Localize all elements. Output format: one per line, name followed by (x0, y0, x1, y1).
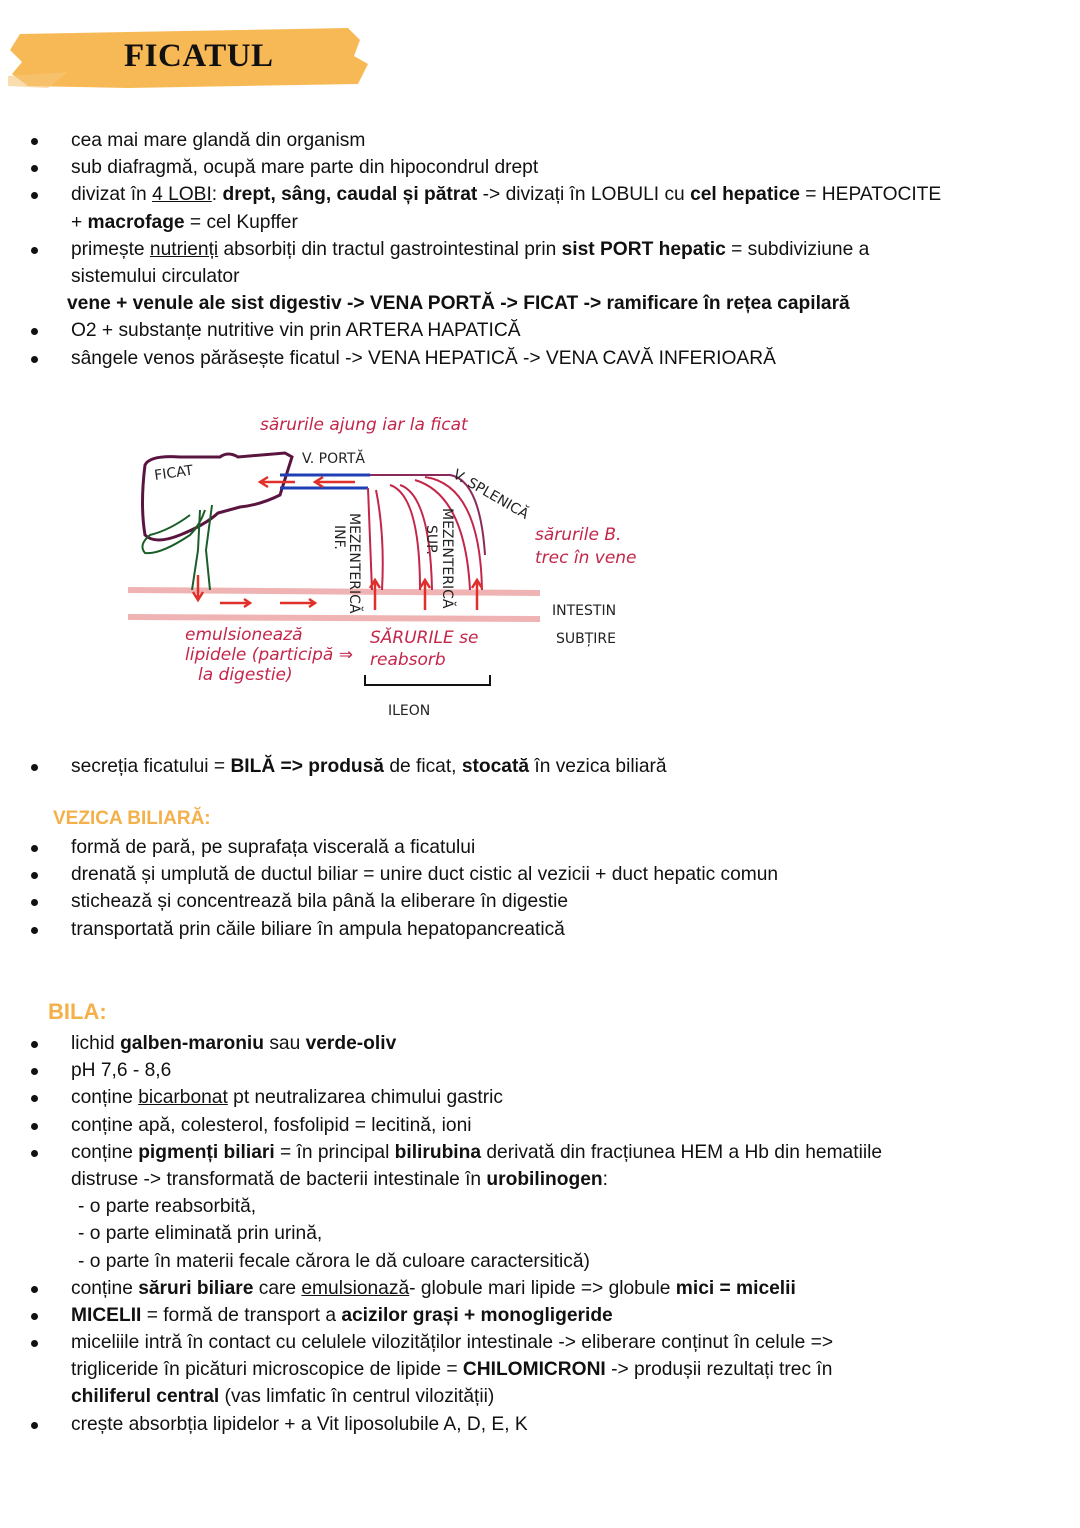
text: conține (71, 1277, 139, 1299)
bold-text: macrofage (87, 211, 185, 233)
text: absorbiți din tractul gastrointestinal prin (218, 238, 562, 260)
bullet-icon (31, 1068, 38, 1075)
top-note: sărurile ajung iar la ficat (260, 415, 468, 435)
ileon-label: ILEON (388, 703, 431, 719)
list-item (0, 1356, 1060, 1383)
list-item (0, 209, 1060, 236)
text: conține (71, 1141, 139, 1163)
list-item (0, 345, 1060, 372)
mesenteric-sup-label: MEZENTERICĂ (439, 508, 455, 609)
text: = formă de transport a (141, 1304, 342, 1326)
bullet-icon (31, 764, 38, 771)
list-item (0, 1166, 1060, 1193)
list-item (0, 1139, 1060, 1166)
underlined-text: 4 LOBI (152, 184, 212, 206)
bold-text: chiliferul central (71, 1386, 220, 1408)
bold-text: verde-oliv (305, 1033, 397, 1054)
text: sistemului circulator (71, 265, 240, 287)
bold-text: pigmenți biliari (138, 1141, 275, 1163)
bullet-icon (31, 1150, 38, 1157)
underlined-text: bicarbonat (138, 1087, 228, 1109)
bullet-icon (31, 1340, 38, 1347)
mesenteric-inf-label: MEZENTERICĂ (346, 513, 362, 614)
text: pH 7,6 - 8,6 (71, 1060, 172, 1082)
bold-text: BILĂ => produsă (230, 756, 384, 777)
bold-text: drept, sâng, caudal și pătrat (222, 184, 478, 206)
bile-list (0, 1030, 1060, 1438)
bold-text: cel hepatice (690, 184, 800, 206)
text: trigliceride în picături microscopice de lipide = (71, 1359, 463, 1381)
text: : (211, 184, 223, 206)
text: (vas limfatic în centrul vilozității) (219, 1386, 495, 1408)
secretion-list (0, 753, 1060, 780)
bullet-icon (31, 138, 38, 145)
mesenteric-sup-label-2: SUP. (423, 525, 439, 555)
list-item (0, 888, 1060, 915)
list-item (0, 317, 1060, 344)
bold-text: sist PORT hepatic (561, 238, 726, 260)
bold-text: vene + venule ale sist digestiv -> VENA PORTĂ -> FICAT -> ramificare în rețea capilară (67, 293, 850, 315)
list-item (0, 1057, 1060, 1084)
text: sângele venos părăsește ficatul -> VENA HEPATICĂ -> VENA CAVĂ INFERIOARĂ (71, 347, 776, 369)
text: - o parte reabsorbită, (78, 1196, 257, 1218)
bold-text: mici = micelii (675, 1277, 796, 1299)
underlined-text: nutrienți (149, 238, 219, 260)
bullet-icon (31, 192, 38, 199)
text: -> divizați în LOBULI cu (477, 184, 691, 206)
bullet-icon (31, 1313, 38, 1320)
list-item (0, 1220, 1060, 1247)
bullet-icon (31, 845, 38, 852)
text: + (71, 211, 88, 233)
text: - o parte eliminată prin urină, (78, 1223, 323, 1245)
list-item (0, 1030, 1060, 1057)
text: cea mai mare glandă din organism (71, 130, 366, 151)
bold-text: stocată (461, 756, 530, 777)
salts-veins-note-1: sărurile B. (535, 525, 622, 545)
list-item (0, 916, 1060, 943)
bullet-icon (31, 927, 38, 934)
list-item (0, 127, 1060, 154)
list-item (0, 834, 1060, 861)
list-item (0, 1193, 1060, 1220)
underlined-text: emulsionază (301, 1277, 410, 1299)
list-item (0, 290, 1060, 317)
text: de ficat, (383, 756, 462, 777)
mesenteric-inf-label-2: INF. (331, 525, 347, 550)
list-item (0, 1411, 1060, 1438)
text: miceliile intră în contact cu celulele vilozităților intestinale -> eliberare conținut în celule => (71, 1332, 834, 1354)
text: O2 + substanțe nutritive vin prin ARTERA HAPATICĂ (71, 320, 521, 342)
text: drenată și umplută de ductul biliar = unire duct cistic al vezicii + duct hepatic comun (71, 864, 779, 886)
text: distruse -> transformată de bacterii intestinale în (71, 1168, 487, 1190)
ileon-bracket (365, 675, 490, 685)
bullet-icon (31, 1095, 38, 1102)
text: lichid (71, 1033, 121, 1054)
bullet-icon (31, 247, 38, 254)
text: sub diafragmă, ocupă mare parte din hipocondrul drept (71, 157, 539, 179)
list-item (0, 861, 1060, 888)
text: : (602, 1168, 608, 1190)
text: - globule mari lipide => globule (409, 1277, 676, 1299)
bold-text: CHILOMICRONI (462, 1359, 606, 1381)
text: divizat în (71, 184, 153, 206)
emulsify-note-3: la digestie) (198, 665, 293, 685)
text: = subdiviziune a (725, 238, 870, 260)
gallbladder-heading: VEZICA BILIARĂ: (53, 808, 211, 829)
list-item (0, 1383, 1060, 1410)
portal-vein-label: V. PORTĂ (302, 451, 365, 467)
list-item (0, 1248, 1060, 1275)
text: transportată prin căile biliare în ampula hepatopancreatică (71, 918, 565, 940)
bullet-icon (31, 165, 38, 172)
bullet-icon (31, 1041, 38, 1048)
reabsorb-note-1: SĂRURILE se (370, 628, 479, 648)
bullet-icon (31, 872, 38, 879)
intestine-wall-bottom (128, 617, 540, 619)
list-item (0, 1112, 1060, 1139)
text: crește absorbția lipidelor + a Vit liposolubile A, D, E, K (71, 1413, 528, 1435)
bullet-icon (31, 1422, 38, 1429)
salts-veins-note-2: trec în vene (535, 548, 637, 568)
text: primește (71, 238, 150, 260)
reabsorb-note-2: reabsorb (370, 650, 446, 670)
text: -> produșii rezultați trec în (605, 1359, 833, 1381)
text: formă de pară, pe suprafața viscerală a ficatului (71, 837, 476, 858)
list-item (0, 1084, 1060, 1111)
text: pt neutralizarea chimului gastric (227, 1087, 503, 1109)
text: derivată din fracțiunea HEM a Hb din hematiile (481, 1141, 883, 1163)
bold-text: acizilor grași + monogligeride (341, 1304, 613, 1326)
bullet-icon (31, 1123, 38, 1130)
splenic-vein-label: V. SPLENICĂ (450, 466, 532, 523)
text: = în principal (274, 1141, 395, 1163)
list-item (0, 1275, 1060, 1302)
text: în vezica biliară (529, 756, 667, 777)
bold-text: săruri biliare (138, 1277, 254, 1299)
bold-text: MICELII (71, 1304, 142, 1326)
bile-heading: BILA: (48, 999, 107, 1024)
page-title: FICATUL (124, 38, 274, 74)
text: = HEPATOCITE (799, 184, 942, 206)
intestine-label-2: SUBȚIRE (556, 631, 616, 647)
list-item (0, 263, 1060, 290)
text: care (253, 1277, 302, 1299)
portal-system-diagram (120, 385, 650, 730)
bullet-icon (31, 899, 38, 906)
list-item (0, 1329, 1060, 1356)
text: stichează și concentrează bila până la eliberare în digestie (71, 891, 569, 913)
list-item (0, 181, 1060, 208)
text: sau (263, 1033, 306, 1054)
bold-text: urobilinogen (486, 1168, 603, 1190)
bullet-icon (31, 328, 38, 335)
bullet-icon (31, 356, 38, 363)
list-item (0, 1302, 1060, 1329)
bold-text: bilirubina (394, 1141, 482, 1163)
text: secreția ficatului = (71, 756, 231, 777)
text: conține apă, colesterol, fosfolipid = lecitină, ioni (71, 1114, 472, 1136)
intro-list (0, 127, 1060, 372)
list-item (0, 236, 1060, 263)
gallbladder-list (0, 834, 1060, 943)
emulsify-note-2: lipidele (participă ⇒ (185, 645, 353, 665)
bullet-icon (31, 1286, 38, 1293)
list-item (0, 753, 1060, 780)
text: - o parte în materii fecale cărora le dă culoare caractersitică) (78, 1250, 590, 1272)
text: conține (71, 1087, 139, 1109)
text: = cel Kupffer (184, 211, 298, 233)
intestine-label-1: INTESTIN (552, 603, 617, 619)
liver-label: FICAT (153, 462, 195, 484)
list-item (0, 154, 1060, 181)
emulsify-note-1: emulsionează (185, 625, 303, 645)
gallbladder-shape (142, 510, 205, 553)
bold-text: galben-maroniu (120, 1033, 264, 1054)
